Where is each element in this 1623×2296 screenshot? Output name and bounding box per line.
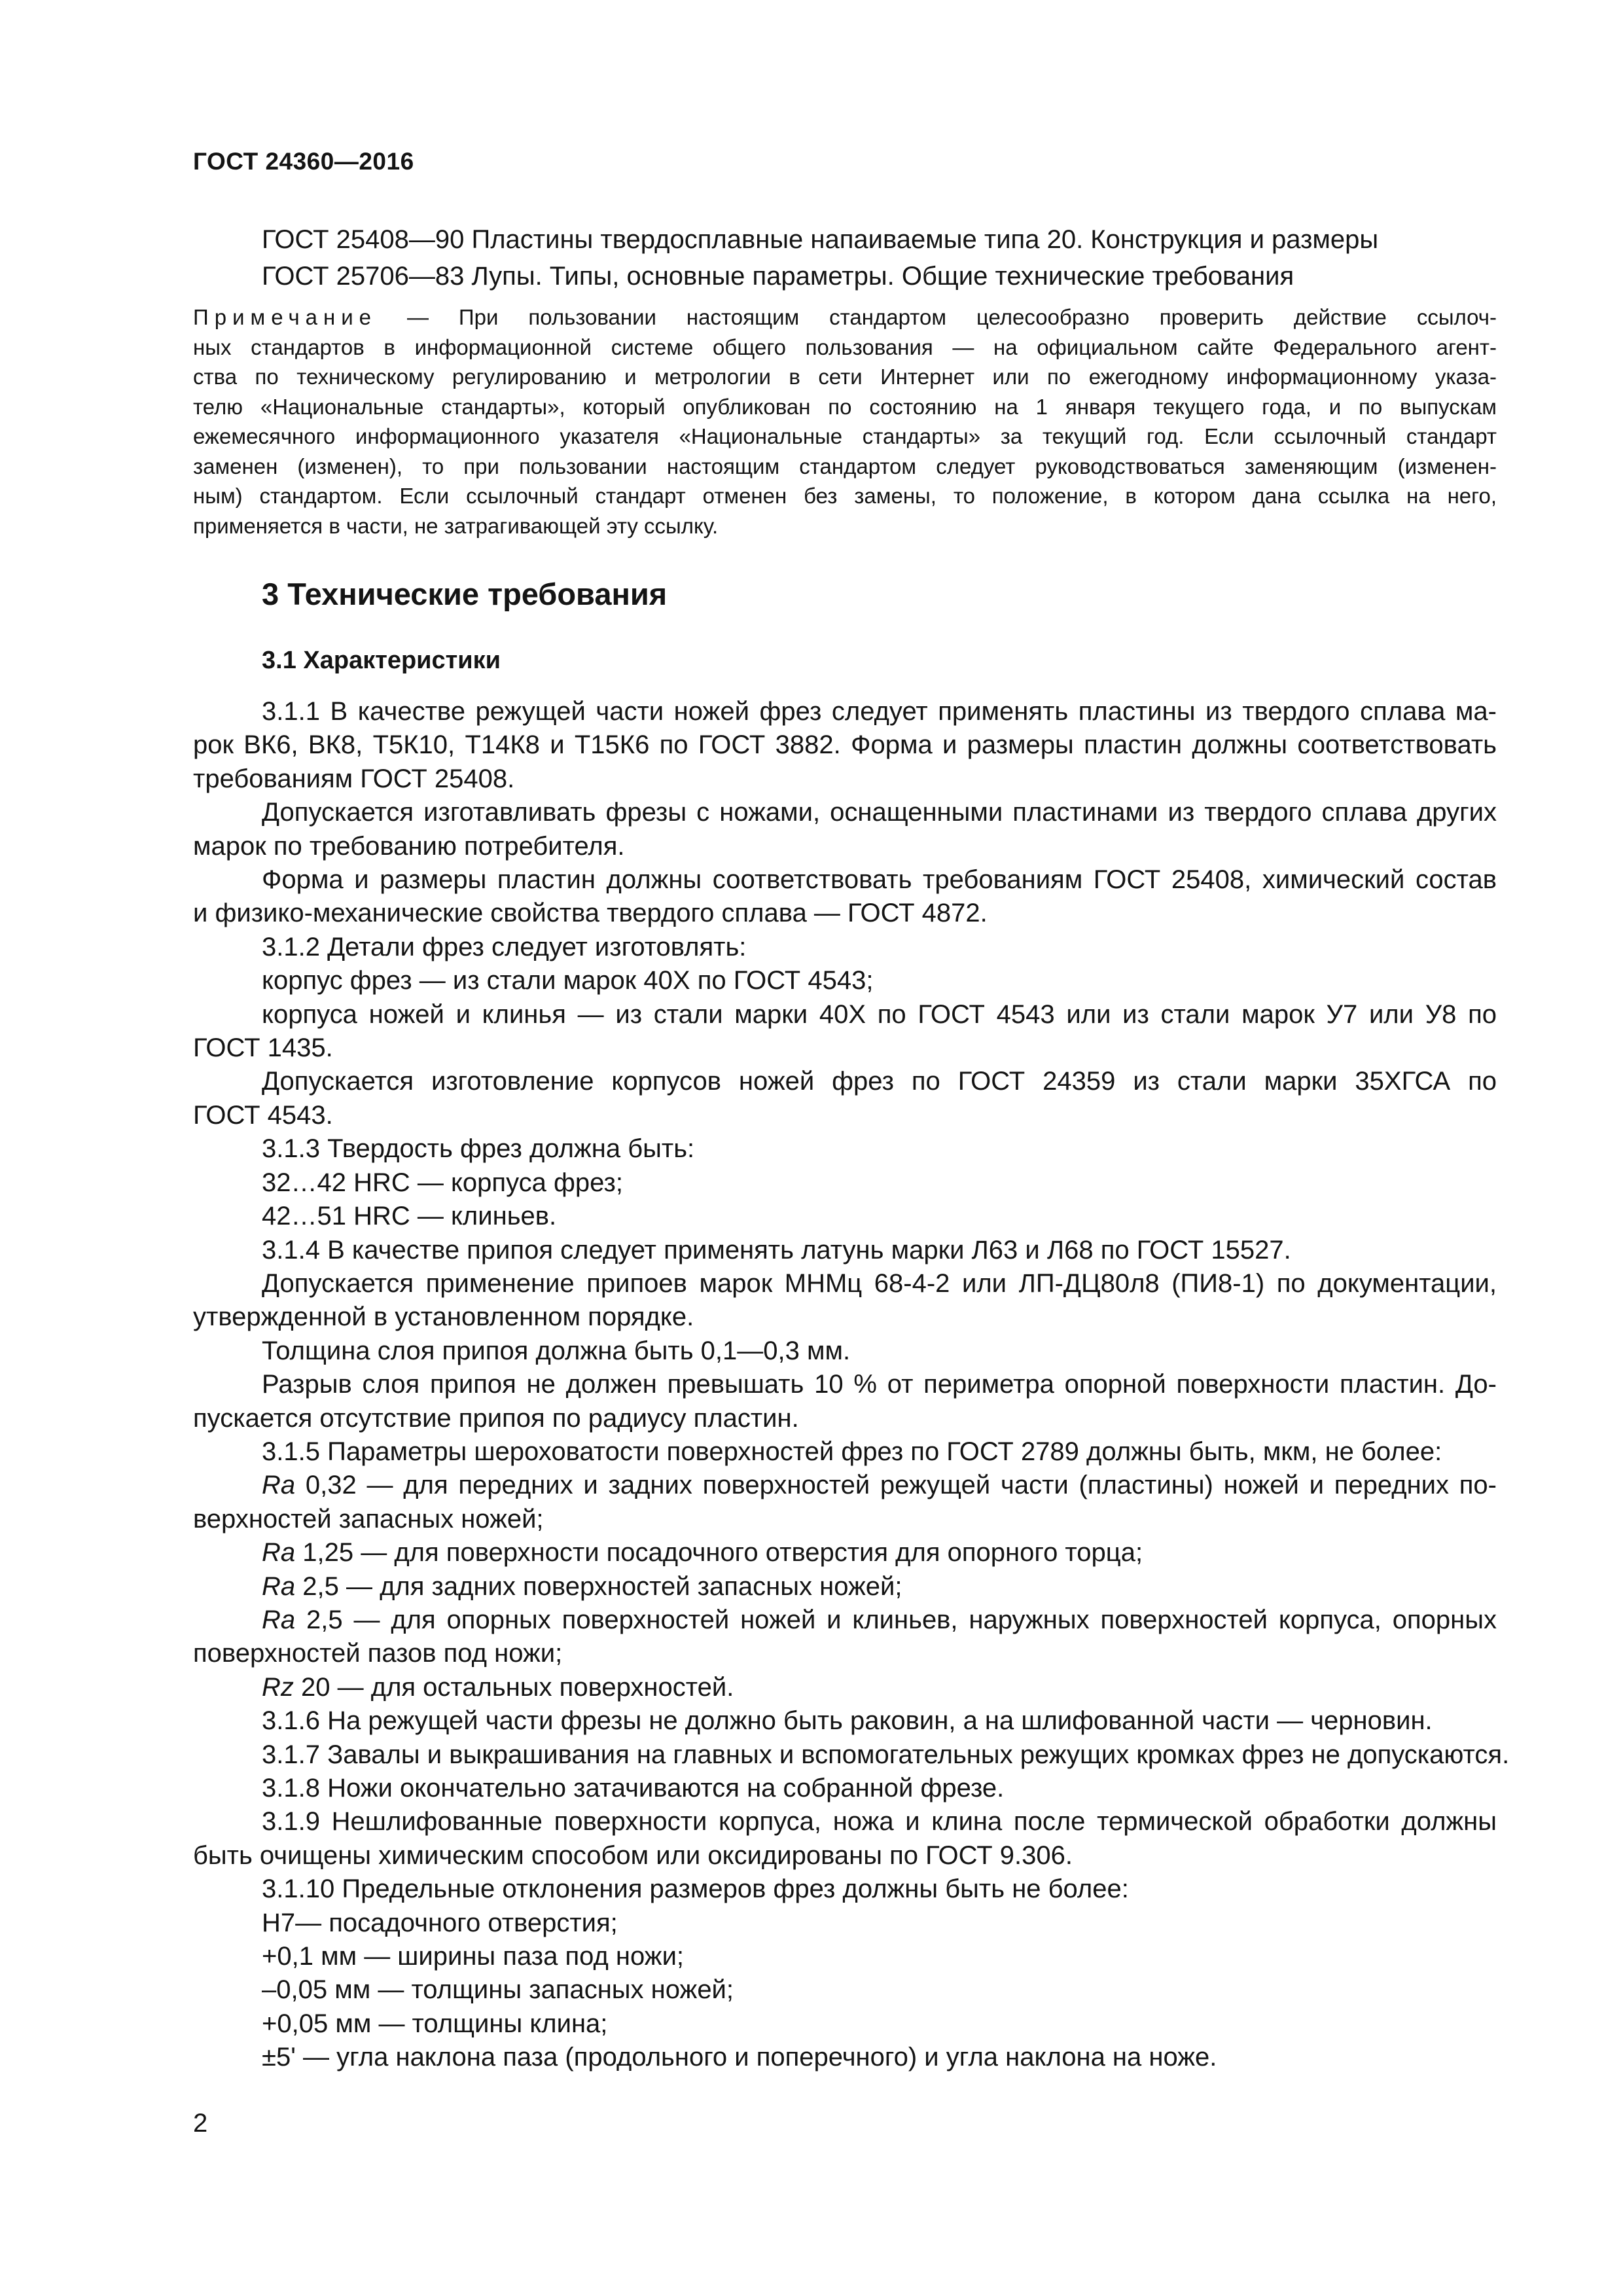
body-line [193,1065,1497,1098]
note-line: заменен (изменен), то при пользовании настоящим стандартом следует руководствоваться заменяющим (изменен- [193,454,1497,478]
body-line-text: 3.1.9 Нешлифованные поверхности корпуса, ножа и клина после термической обработки должны [262,1807,1497,1837]
body-line [193,1940,1497,1973]
body-line [193,1738,1510,1772]
note-line: ежемесячного информационного указателя «Национальные стандарты» за текущий год. Если ссылочный стандарт [193,424,1497,448]
body-line-text: 2,5 — для задних поверхностей запасных ножей; [295,1571,902,1601]
body-line [193,728,1497,762]
body-line [193,1469,1497,1502]
body-line-text: Допускается изготовление корпусов ножей фрез по ГОСТ 24359 из стали марки 35ХГСА по [262,1067,1497,1096]
body-line [193,1637,1497,1670]
roughness-symbol: Ra [262,1538,296,1568]
body-line [193,1873,1497,1906]
body-line [193,931,1497,964]
body-line [193,1839,1497,1873]
body-line-text: верхностей запасных ножей; [193,1504,544,1534]
note-text: — При пользовании настоящим стандартом целесообразно проверить действие ссылоч- [377,305,1497,329]
body-line-text: быть очищены химическим способом или оксидированы по ГОСТ 9.306. [193,1840,1073,1870]
body-line [193,796,1497,829]
normative-references [262,221,1505,295]
body-line [193,1503,1497,1536]
body-line-text: и физико-механические свойства твердого сплава — ГОСТ 4872. [193,899,988,928]
body-line-text: 1,25 — для поверхности посадочного отверстия для опорного торца; [295,1538,1143,1568]
body-line-text: утвержденной в установленном порядке. [193,1302,694,1332]
body-line [193,1671,1497,1704]
body-line-text: 3.1.5 Параметры шероховатости поверхностей фрез по ГОСТ 2789 должны быть, мкм, не более: [262,1437,1442,1466]
note-line: применяется в части, не затрагивающей эту ссылку. [193,513,719,538]
body-text [193,695,1510,2075]
body-line-text: ГОСТ 1435. [193,1033,333,1063]
note-block [193,302,1497,541]
body-line [193,695,1497,728]
reference-item: ГОСТ 25408—90 Пластины твердосплавные напаиваемые типа 20. Конструкция и размеры [262,225,1379,254]
body-line [193,830,1497,863]
body-line-text: корпуса ножей и клинья — из стали марки 40Х по ГОСТ 4543 или из стали марок У7 или У8 по [262,999,1497,1029]
body-line-text: 3.1.4 В качестве припоя следует применять латунь марки Л63 и Л68 по ГОСТ 15527. [262,1235,1291,1265]
body-line [193,863,1497,897]
body-line-text: 3.1.1 В качестве режущей части ножей фрез следует применять пластины из твердого сплава ма- [262,697,1497,726]
body-line-text: 20 — для остальных поверхностей. [293,1672,734,1702]
body-line [193,1200,1497,1233]
body-line [193,1805,1497,1839]
body-line [193,1570,1497,1604]
body-line-text: 3.1.8 Ножи окончательно затачиваются на собранной фрезе. [262,1774,1005,1803]
body-line-text: 0,32 — для передних и задних поверхностей режущей части (пластины) ножей и передних по- [295,1471,1497,1500]
body-line [193,1234,1497,1267]
body-line-text: пускается отсутствие припоя по радиусу пластин. [193,1403,799,1433]
body-line-text: ±5' — угла наклона паза (продольного и поперечного) и угла наклона на ноже. [262,2043,1217,2072]
body-line-text: +0,1 мм — ширины паза под ножи; [262,1942,685,1971]
body-line [193,1772,1497,1805]
body-line-text: 3.1.3 Твердость фрез должна быть: [262,1134,695,1164]
note-line: ным) стандартом. Если ссылочный стандарт отменен без замены, то положение, в котором дана ссылка на него, [193,484,1497,508]
body-line-text: 3.1.6 На режущей части фрезы не должно быть раковин, а на шлифованной части — черновин. [262,1706,1433,1736]
body-line-text: Н7— посадочного отверстия; [262,1908,618,1937]
note-line: телю «Национальные стандарты», который опубликован по состоянию на 1 января текущего года, и по выпускам [193,394,1497,419]
body-line [193,897,1497,930]
body-line-text: 42…51 HRC — клиньев. [262,1202,557,1231]
roughness-symbol: Ra [262,1471,296,1500]
body-line [193,1704,1497,1738]
body-line [193,1402,1497,1435]
body-line-text: рок ВК6, ВК8, Т5К10, Т14К8 и Т15К6 по ГОСТ 3882. Форма и размеры пластин должны соответствовать [193,730,1497,760]
body-line-text: +0,05 мм — толщины клина; [262,2009,608,2038]
body-line [193,1907,1497,1940]
body-line-text: 32…42 HRC — корпуса фрез; [262,1168,623,1197]
roughness-symbol: Ra [262,1605,296,1634]
note-line [193,302,1497,332]
body-line-text: Форма и размеры пластин должны соответствовать требованиям ГОСТ 25408, химический состав [262,865,1497,895]
body-line-text: марок по требованию потребителя. [193,831,625,861]
body-line-text: Допускается применение припоев марок МНМц 68-4-2 или ЛП-ДЦ80л8 (ПИ8-1) по документации, [262,1268,1497,1298]
body-line [193,1099,1497,1132]
body-line [193,1604,1497,1637]
body-line [193,1973,1497,2007]
body-line [193,2007,1497,2041]
body-line [193,1031,1497,1065]
reference-item: ГОСТ 25706—83 Лупы. Типы, основные параметры. Общие технические требования [262,262,1294,291]
body-line [193,1132,1497,1166]
body-line [193,1166,1497,1200]
body-line-text: Толщина слоя припоя должна быть 0,1—0,3 мм. [262,1336,851,1365]
body-line-text: 3.1.2 Детали фрез следует изготовлять: [262,932,747,961]
body-line-text: требованиям ГОСТ 25408. [193,764,515,793]
standard-header: ГОСТ 24360—2016 [193,148,414,175]
body-line [193,1536,1497,1570]
body-line [193,1335,1497,1368]
body-line [193,2041,1497,2074]
body-line [193,1368,1497,1401]
note-label: Примечание [193,305,378,329]
body-line-text: 3.1.7 Завалы и выкрашивания на главных и вспомогательных режущих кромках фрез не допускаются. [262,1740,1510,1769]
body-line [193,1300,1497,1334]
body-line-text: 2,5 — для опорных поверхностей ножей и клиньев, наружных поверхностей корпуса, опорных [295,1605,1497,1634]
body-line-text: –0,05 мм — толщины запасных ножей; [262,1975,734,2005]
roughness-symbol: Rz [262,1672,294,1702]
body-line-text: поверхностей пазов под ножи; [193,1639,563,1668]
body-line-text: 3.1.10 Предельные отклонения размеров фрез должны быть не более: [262,1874,1129,1904]
note-line: ства по техническому регулированию и метрологии в сети Интернет или по ежегодному информационному указа- [193,365,1497,389]
note-line: ных стандартов в информационной системе общего пользования — на официальном сайте Федерального агент- [193,334,1497,359]
roughness-symbol: Ra [262,1571,296,1601]
subsection-title: 3.1 Характеристики [262,647,501,674]
body-line-text: Разрыв слоя припоя не должен превышать 10 % от периметра опорной поверхности пластин. До- [262,1370,1497,1399]
page-number: 2 [193,2109,208,2138]
body-line [193,1267,1497,1300]
body-line [193,964,1497,997]
body-line-text: корпус фрез — из стали марок 40Х по ГОСТ 4543; [262,966,874,996]
body-line [193,1435,1497,1469]
body-line [193,998,1497,1031]
body-line [193,762,1497,796]
body-line-text: Допускается изготавливать фрезы с ножами, оснащенными пластинами из твердого сплава других [262,798,1497,827]
section-title: 3 Технические требования [262,577,668,611]
body-line-text: ГОСТ 4543. [193,1100,333,1130]
